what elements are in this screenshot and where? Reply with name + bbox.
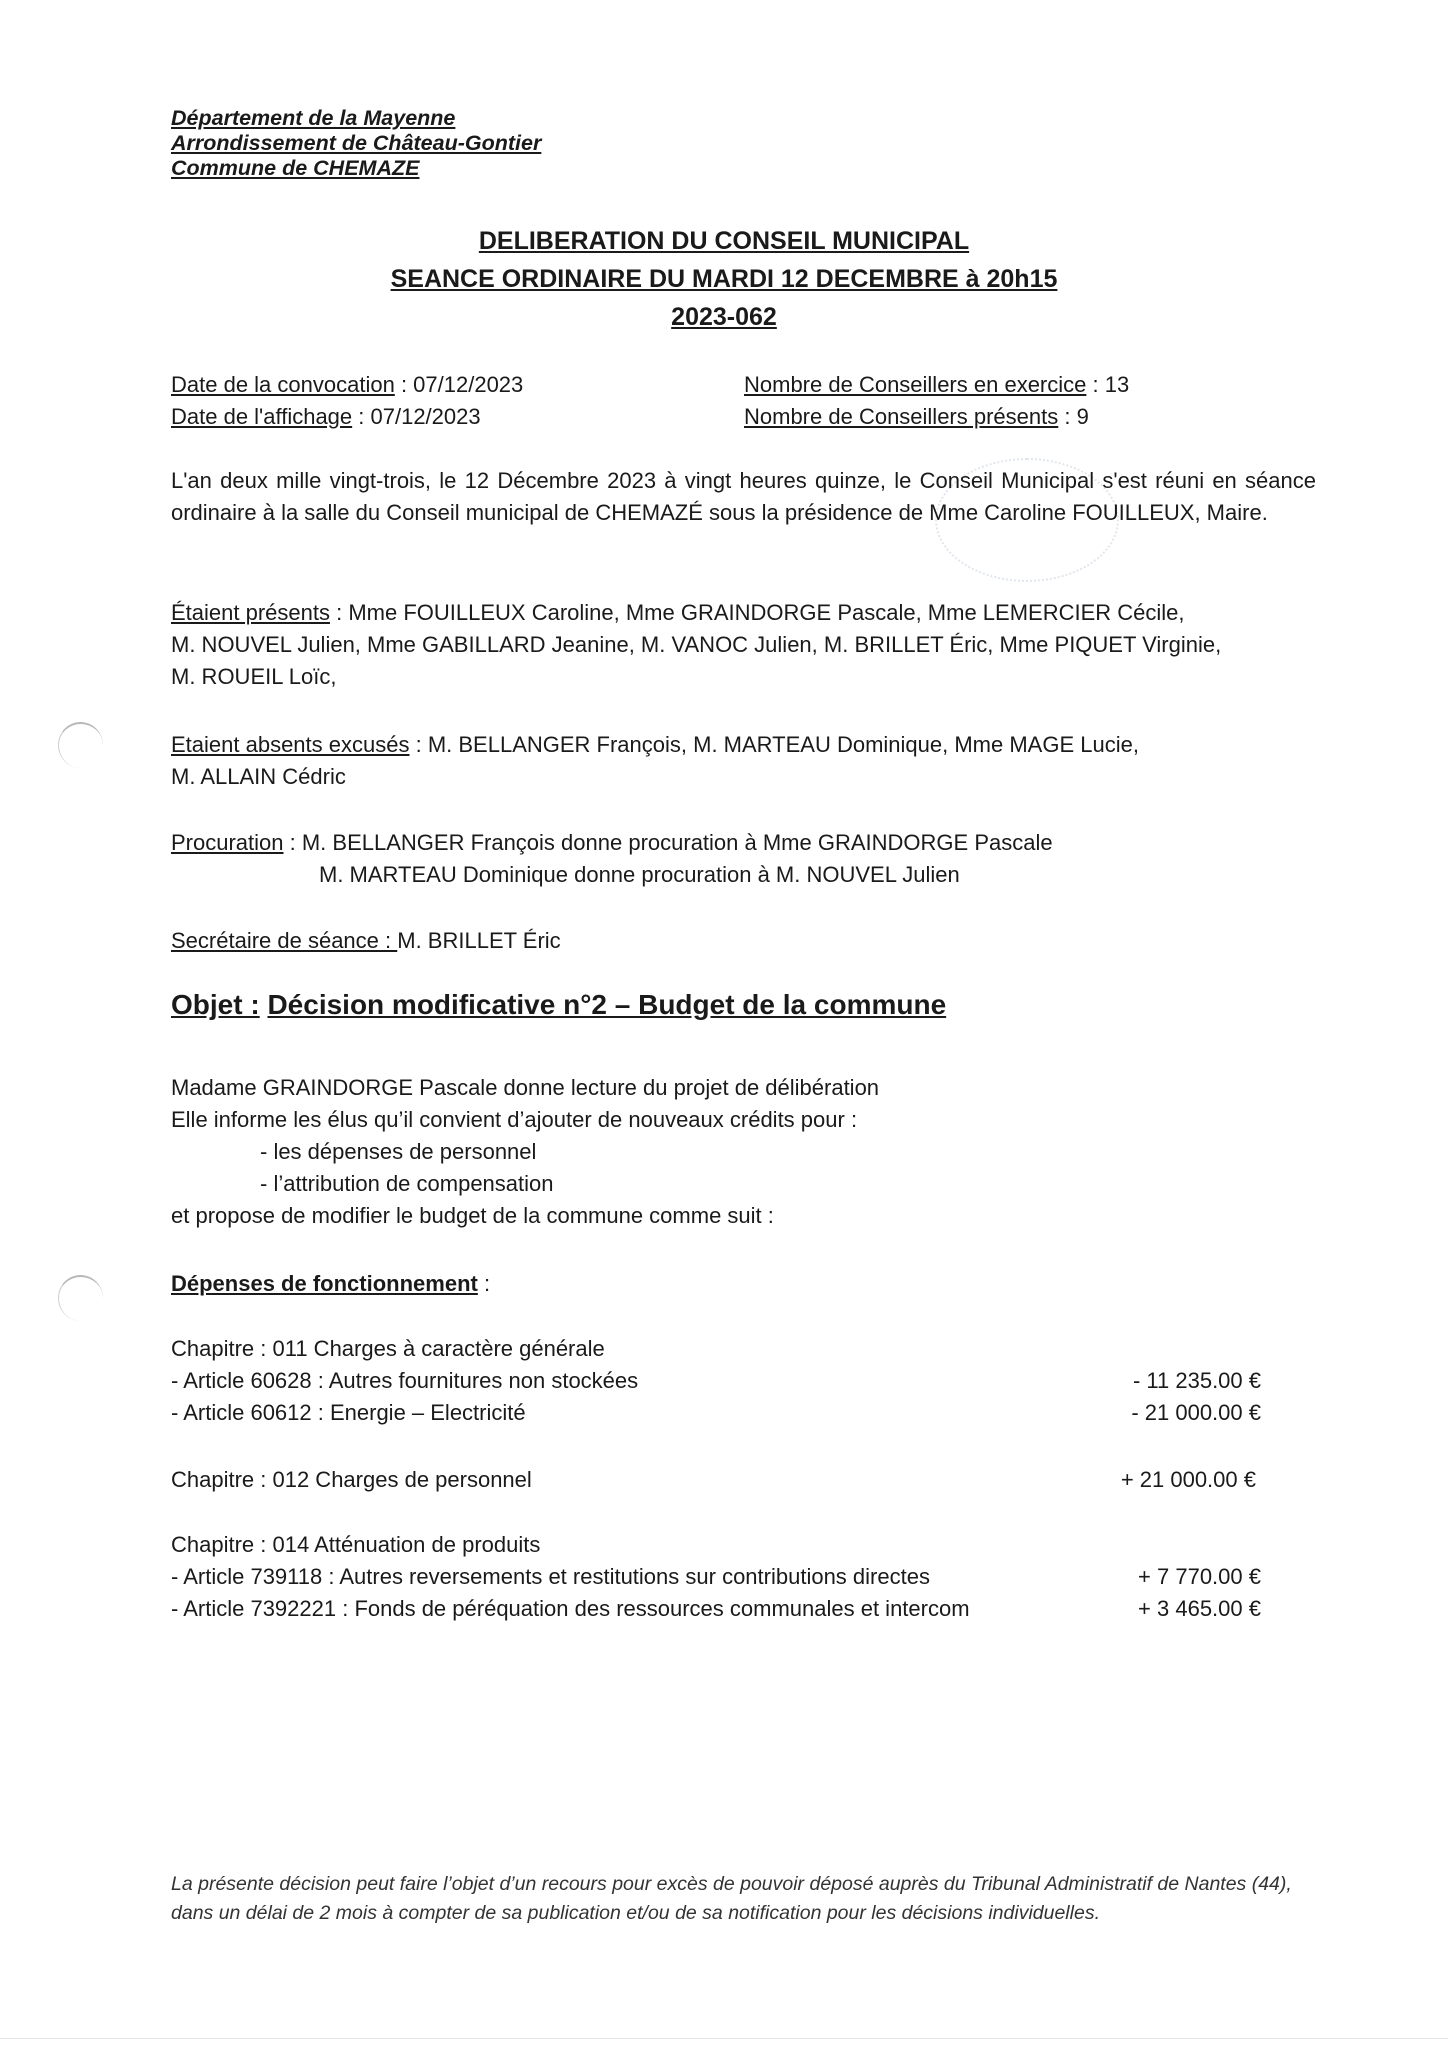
absent-members: Etaient absents excusés : M. BELLANGER François, M. MARTEAU Dominique, Mme MAGE Lucie, M. ALLAIN Cédric	[171, 732, 1139, 789]
reading-item-1: - les dépenses de personnel	[260, 1139, 537, 1164]
absent-label: Etaient absents excusés	[171, 732, 410, 757]
procuration-line-1: M. BELLANGER François donne procuration à Mme GRAINDORGE Pascale	[301, 830, 1053, 855]
secretary	[171, 925, 1316, 957]
budget-row	[171, 1593, 1261, 1625]
title-line-2: SEANCE ORDINAIRE DU MARDI 12 DECEMBRE à 20h15	[390, 265, 1058, 293]
exercice-label: Nombre de Conseillers en exercice	[744, 372, 1087, 397]
councillor-counts: Nombre de Conseillers en exercice : 13 Nombre de Conseillers présents : 9	[744, 372, 1130, 429]
procuration-label: Procuration	[171, 830, 284, 855]
present-list-line-1: Mme FOUILLEUX Caroline, Mme GRAINDORGE Pascale, Mme LEMERCIER Cécile,	[348, 600, 1185, 625]
subject-text: Décision modificative n°2 – Budget de la commune	[267, 989, 947, 1020]
reading-line-2: Elle informe les élus qu’il convient d’ajouter de nouveaux crédits pour :	[171, 1107, 858, 1132]
article-label: - Article 60628 : Autres fournitures non stockées	[171, 1368, 639, 1393]
punch-hole-mark	[58, 1275, 103, 1321]
present-list-line-2: M. NOUVEL Julien, Mme GABILLARD Jeanine, M. VANOC Julien, M. BRILLET Éric, Mme PIQUET Virginie,	[171, 632, 1222, 657]
opening-paragraph: L'an deux mille vingt-trois, le 12 Décembre 2023 à vingt heures quinze, le Conseil Municipal s'est réuni en séance ordinaire à la salle du Conseil municipal de CHEMAZÉ sous la présidence de Mme Caroline FOUILLEUX, Maire.	[171, 468, 1316, 525]
budget-chapter-012	[171, 1464, 1256, 1496]
budget-row	[171, 1365, 1261, 1397]
chapter-title: Chapitre : 012 Charges de personnel	[171, 1467, 532, 1492]
article-amount: + 3 465.00 €	[1138, 1596, 1261, 1621]
chapter-title: Chapitre : 011 Charges à caractère générale	[171, 1336, 605, 1361]
present-list-line-3: M. ROUEIL Loïc,	[171, 664, 337, 689]
presents-count: 9	[1076, 404, 1089, 429]
subject-heading	[171, 987, 946, 1023]
reading-line-3: et propose de modifier le budget de la commune comme suit :	[171, 1203, 774, 1228]
administrative-header	[171, 106, 541, 181]
punch-hole-mark	[58, 722, 103, 768]
budget-row	[171, 1464, 1256, 1496]
budget-row	[171, 1397, 1261, 1429]
present-label: Étaient présents	[171, 600, 330, 625]
article-label: - Article 60612 : Energie – Electricité	[171, 1400, 526, 1425]
article-amount: - 21 000.00 €	[1131, 1400, 1261, 1425]
chapter-title: Chapitre : 014 Atténuation de produits	[171, 1532, 541, 1557]
chapter-amount: + 21 000.00 €	[1120, 1467, 1256, 1492]
secretary-name: M. BRILLET Éric	[397, 928, 561, 953]
convocation-date: 07/12/2023	[413, 372, 524, 397]
subject-label: Objet :	[171, 989, 260, 1020]
commune-line: Commune de CHEMAZE	[171, 156, 420, 180]
article-amount: + 7 770.00 €	[1138, 1564, 1261, 1589]
article-label: - Article 739118 : Autres reversements et restitutions sur contributions directes	[171, 1564, 930, 1589]
expenses-heading: Dépenses de fonctionnement :	[171, 1271, 491, 1296]
reading-paragraph	[171, 1072, 1316, 1232]
article-label: - Article 7392221 : Fonds de péréquation des ressources communales et intercom	[171, 1596, 970, 1621]
secretary-label: Secrétaire de séance :	[171, 928, 398, 953]
legal-notice: La présente décision peut faire l’objet d’un recours pour excès de pouvoir déposé auprès du Tribunal Administratif de Nantes (44), dans un délai de 2 mois à compter de sa publication et/ou de sa notification pour les décisions individuelles.	[171, 1873, 1292, 1924]
department-line: Département de la Mayenne	[171, 106, 456, 130]
convocation-label: Date de la convocation	[171, 372, 395, 397]
arrondissement-line: Arrondissement de Château-Gontier	[171, 131, 542, 155]
presents-label: Nombre de Conseillers présents	[744, 404, 1059, 429]
page-edge-line	[0, 2038, 1448, 2039]
absent-list-line-2: M. ALLAIN Cédric	[171, 764, 346, 789]
title-line-1: DELIBERATION DU CONSEIL MUNICIPAL	[478, 227, 970, 255]
budget-chapter-011	[171, 1333, 1261, 1429]
meeting-dates: Date de la convocation : 07/12/2023 Date de l'affichage : 07/12/2023	[171, 372, 524, 429]
article-amount: - 11 235.00 €	[1132, 1368, 1261, 1393]
procuration-line-2: M. MARTEAU Dominique donne procuration à M. NOUVEL Julien	[319, 862, 960, 887]
affichage-label: Date de l'affichage	[171, 404, 353, 429]
affichage-date: 07/12/2023	[370, 404, 481, 429]
budget-chapter-014	[171, 1529, 1261, 1625]
exercice-count: 13	[1104, 372, 1130, 397]
present-members: Étaient présents : Mme FOUILLEUX Caroline, Mme GRAINDORGE Pascale, Mme LEMERCIER Cécile, M. NOUVEL Julien, Mme GABILLARD Jeanine, M. VANOC Julien, M. BRILLET Éric, Mme PIQUET Virginie, M. ROUEIL Loïc,	[171, 600, 1222, 689]
deliberation-number: 2023-062	[671, 303, 777, 331]
absent-list-line-1: M. BELLANGER François, M. MARTEAU Dominique, Mme MAGE Lucie,	[427, 732, 1139, 757]
expenses-heading-text: Dépenses de fonctionnement	[171, 1271, 478, 1296]
reading-item-2: - l’attribution de compensation	[260, 1171, 554, 1196]
budget-row	[171, 1561, 1261, 1593]
procurations: Procuration : M. BELLANGER François donne procuration à Mme GRAINDORGE Pascale M. MARTEAU Dominique donne procuration à M. NOUVEL Julien	[171, 827, 1316, 891]
document-title	[0, 222, 1448, 336]
reading-line-1: Madame GRAINDORGE Pascale donne lecture du projet de délibération	[171, 1075, 880, 1100]
